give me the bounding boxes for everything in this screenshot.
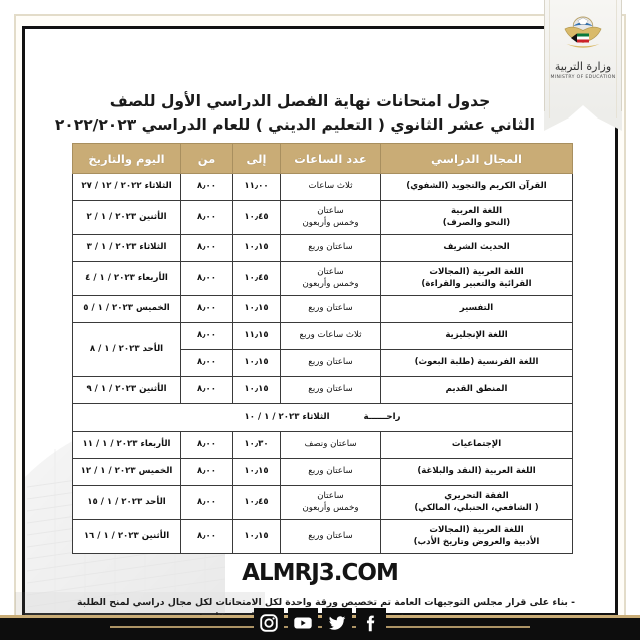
cell-time-to: ١١٫١٥ [233, 323, 281, 350]
table-row [73, 296, 573, 323]
cell-time-to: ١٠٫٤٥ [233, 201, 281, 235]
header-hours: عدد الساعات [281, 144, 381, 174]
cell-time-to: ١٠٫٣٠ [233, 432, 281, 459]
poster-title [54, 89, 535, 137]
header-to: إلى [233, 144, 281, 174]
social-icon-group [254, 608, 386, 638]
cell-time-to: ١٠٫١٥ [233, 520, 281, 554]
bar-corner-left [0, 618, 110, 640]
cell-time-from: ٨٫٠٠ [181, 432, 233, 459]
cell-subject: الحديث الشريف [381, 235, 573, 262]
cell-time-from: ٨٫٠٠ [181, 350, 233, 377]
cell-date: الخميس ٢٠٢٣ / ١ / ١٢ [73, 459, 181, 486]
youtube-icon[interactable] [288, 608, 318, 638]
cell-date: الأحد ٢٠٢٣ / ١ / ٨ [73, 323, 181, 377]
table-row [73, 262, 573, 296]
cell-time-to: ١٠٫١٥ [233, 296, 281, 323]
cell-time-to: ١٠٫١٥ [233, 235, 281, 262]
cell-hours: ثلاث ساعات [281, 174, 381, 201]
instagram-icon[interactable] [254, 608, 284, 638]
inner-black-frame [22, 26, 618, 616]
ministry-name-ar: وزارة التربية [554, 60, 612, 73]
ministry-ribbon [544, 0, 622, 130]
exam-schedule-table [72, 143, 573, 554]
note-line-1: - بناء على قرار مجلس التوجيهات العامة تم تخصيص ورقة واحدة لكل الامتحانات لكل مجال دراسي لمنح الطلبة [77, 597, 575, 608]
cell-time-to: ١٠٫٤٥ [233, 262, 281, 296]
table-row [73, 323, 573, 350]
cell-subject: المنطق القديم [381, 377, 573, 404]
header-from: من [181, 144, 233, 174]
cell-time-from: ٨٫٠٠ [181, 262, 233, 296]
cell-time-from: ٨٫٠٠ [181, 201, 233, 235]
table-header [73, 144, 573, 174]
bar-corner-right [530, 618, 640, 640]
cell-time-from: ٨٫٠٠ [181, 235, 233, 262]
table-row [73, 235, 573, 262]
table-row [73, 432, 573, 459]
social-bar [0, 606, 640, 640]
cell-time-from: ٨٫٠٠ [181, 323, 233, 350]
cell-hours: ثلاث ساعات وربع [281, 323, 381, 350]
title-line-1: جدول امتحانات نهاية الفصل الدراسي الأول للصف [109, 92, 491, 110]
cell-hours: ساعتان وربع [281, 377, 381, 404]
twitter-icon[interactable] [322, 608, 352, 638]
cell-subject: اللغة العربية (المجالات القرائية والتعبير والقراءة) [381, 262, 573, 296]
cell-time-to: ١٠٫١٥ [233, 459, 281, 486]
header-subject: المجال الدراسي [381, 144, 573, 174]
cell-date: الأربعاء ٢٠٢٣ / ١ / ١١ [73, 432, 181, 459]
cell-hours: ساعتان وربع [281, 520, 381, 554]
table-break-row [73, 404, 573, 432]
cell-time-from: ٨٫٠٠ [181, 377, 233, 404]
cell-date: الأثنين ٢٠٢٣ / ١ / ٩ [73, 377, 181, 404]
ribbon-notch [568, 105, 598, 118]
table-row [73, 459, 573, 486]
cell-time-from: ٨٫٠٠ [181, 174, 233, 201]
cell-date: الأثنين ٢٠٢٣ / ١ / ٢ [73, 201, 181, 235]
cell-date: الأربعاء ٢٠٢٣ / ١ / ٤ [73, 262, 181, 296]
cell-time-from: ٨٫٠٠ [181, 520, 233, 554]
break-label: راحــــــة [363, 411, 401, 422]
cell-date: الخميس ٢٠٢٣ / ١ / ٥ [73, 296, 181, 323]
cell-subject: القرآن الكريم والتجويد (الشفوي) [381, 174, 573, 201]
table-header-row [73, 144, 573, 174]
cell-time-to: ١١٫٠٠ [233, 174, 281, 201]
schedule-table-wrap [73, 143, 573, 554]
cell-time-to: ١٠٫١٥ [233, 350, 281, 377]
cell-hours: ساعتان وربع [281, 235, 381, 262]
title-line-2: الثاني عشر الثانوي ( التعليم الديني ) للعام الدراسي ٢٠٢٢/٢٠٢٣ [54, 116, 535, 135]
table-row [73, 201, 573, 235]
cell-subject: التفسير [381, 296, 573, 323]
cell-subject: اللغة الفرنسية (طلبة البعوث) [381, 350, 573, 377]
cell-time-to: ١٠٫١٥ [233, 377, 281, 404]
ministry-name-en: MINISTRY OF EDUCATION [550, 75, 616, 80]
cell-subject: اللغة العربية (المجالات الأدبية والعروض وتاريخ الأدب) [381, 520, 573, 554]
cell-hours: ساعتان وربع [281, 350, 381, 377]
site-watermark: ALMRJ3.COM [242, 560, 398, 586]
table-row [73, 486, 573, 520]
cell-hours: ساعتان وربع [281, 459, 381, 486]
cell-hours: ساعتان وخمس وأربعون [281, 201, 381, 235]
header-date: اليوم والتاريخ [73, 144, 181, 174]
cell-time-from: ٨٫٠٠ [181, 486, 233, 520]
cell-subject: اللغة الإنجليزية [381, 323, 573, 350]
cell-date: الأثنين ٢٠٢٣ / ١ / ١٦ [73, 520, 181, 554]
cell-subject: اللغة العربية (النقد والبلاغة) [381, 459, 573, 486]
cell-subject: الإجتماعيات [381, 432, 573, 459]
cell-hours: ساعتان وخمس وأربعون [281, 486, 381, 520]
cell-break [73, 404, 573, 432]
table-row [73, 520, 573, 554]
break-date: الثلاثاء ٢٠٢٣ / ١ / ١٠ [244, 411, 330, 422]
facebook-icon[interactable] [356, 608, 386, 638]
cell-subject: اللغة العربية (النحو والصرف) [381, 201, 573, 235]
cell-date: الثلاثاء ٢٠٢٢ / ١٢ / ٢٧ [73, 174, 181, 201]
cell-date: الثلاثاء ٢٠٢٣ / ١ / ٣ [73, 235, 181, 262]
table-row [73, 174, 573, 201]
cell-time-from: ٨٫٠٠ [181, 296, 233, 323]
kuwait-state-emblem-icon [560, 14, 606, 56]
table-row [73, 377, 573, 404]
table-body [73, 174, 573, 554]
cell-subject: الفقة التحريري ( الشافعي، الحنبلي، المالكي) [381, 486, 573, 520]
cell-date: الأحد ٢٠٢٣ / ١ / ١٥ [73, 486, 181, 520]
cell-hours: ساعتان ونصف [281, 432, 381, 459]
cell-time-to: ١٠٫٤٥ [233, 486, 281, 520]
cell-hours: ساعتان وخمس وأربعون [281, 262, 381, 296]
cell-hours: ساعتان وربع [281, 296, 381, 323]
cell-time-from: ٨٫٠٠ [181, 459, 233, 486]
